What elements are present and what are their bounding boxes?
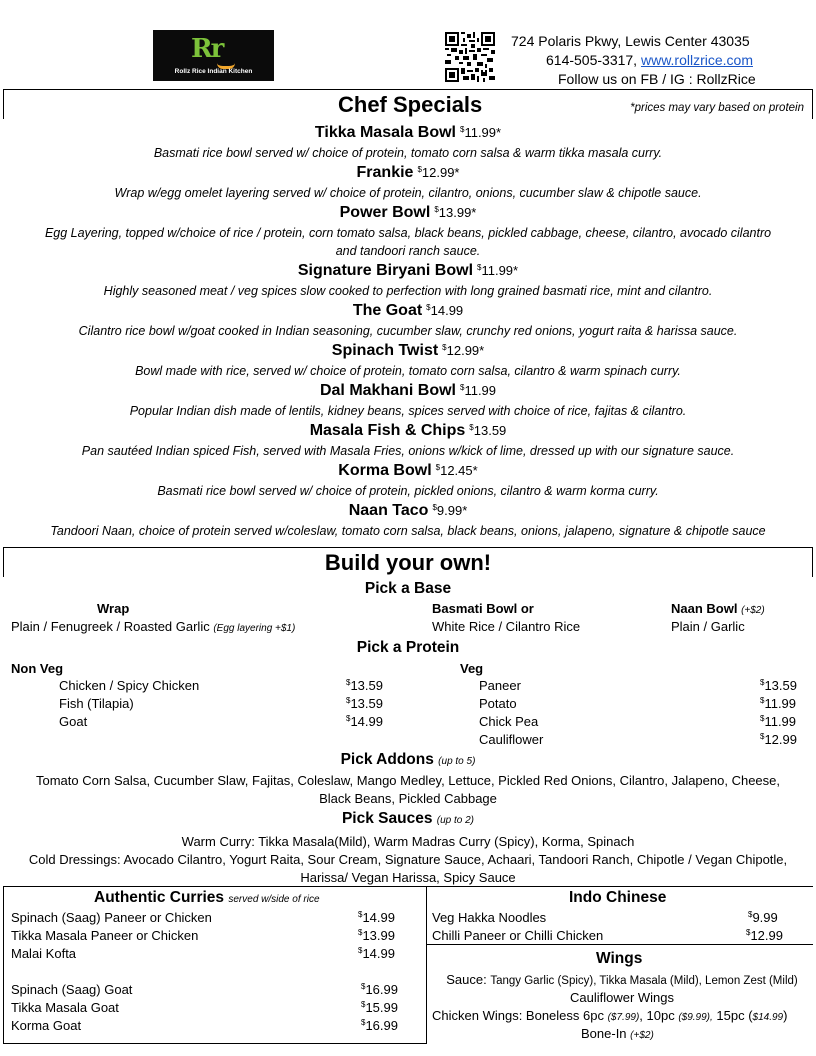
special-item-header — [0, 462, 816, 480]
special-item-header — [0, 164, 816, 182]
currency-symbol: $ — [432, 503, 437, 512]
special-item-price: $12.45* — [435, 463, 478, 478]
currency-symbol: $ — [426, 303, 431, 312]
wings-title: Wings — [596, 950, 643, 967]
special-item-description: Popular Indian dish made of lentils, kidney beans, spices served with choice of rice, fajitas & cilantro. — [129, 404, 687, 418]
build-your-own-title: Build your own! — [324, 550, 492, 575]
currency-symbol: $ — [442, 343, 447, 352]
divider — [3, 886, 4, 1044]
currency-symbol: $ — [460, 383, 465, 392]
divider — [3, 89, 813, 90]
divider — [3, 547, 813, 548]
naan-bowl-options: Plain / Garlic — [671, 619, 745, 634]
indo-item-name: Chilli Paneer or Chilli Chicken — [432, 928, 604, 943]
curry-item-name: Tikka Masala Paneer or Chicken — [11, 928, 199, 943]
curry-item-name: Tikka Masala Goat — [11, 1000, 119, 1015]
website-link[interactable]: www.rollzrice.com — [640, 52, 753, 68]
basmati-bowl-heading: Basmati Bowl or — [432, 601, 534, 616]
currency-symbol: $ — [358, 910, 363, 919]
special-item-description: Wrap w/egg omelet layering served w/ choice of protein, cilantro, onions, cucumber slaw & chipotle sauce. — [114, 186, 702, 200]
special-item-header — [0, 382, 816, 400]
protein-item-name: Fish (Tilapia) — [59, 696, 134, 711]
currency-symbol: $ — [361, 1018, 366, 1027]
special-item-header — [0, 262, 816, 280]
curry-item-name: Malai Kofta — [11, 946, 77, 961]
special-item-name: The Goat — [352, 302, 423, 319]
special-item-description: Basmati rice bowl served w/ choice of protein, pickled onions, cilantro & warm korma curry. — [157, 484, 659, 498]
bone-in-wings: Bone-In (+$2) — [581, 1026, 654, 1041]
protein-item-name: Paneer — [479, 678, 521, 693]
logo-mark: Rr — [191, 34, 223, 64]
sauces-cold-dressings-cont: Harissa/ Vegan Harissa, Spicy Sauce — [300, 870, 516, 885]
curry-item-name: Spinach (Saag) Paneer or Chicken — [11, 910, 212, 925]
protein-item-name: Cauliflower — [479, 732, 544, 747]
curry-item-price: $16.99 — [361, 982, 398, 997]
currency-symbol: $ — [346, 714, 351, 723]
special-item-description: Highly seasoned meat / veg spices slow cooked to perfection with long grained basmati rice, mint and cilantro. — [103, 284, 713, 298]
protein-item-name: Goat — [59, 714, 88, 729]
chicken-wings: Chicken Wings: Boneless 6pc ($7.99), 10pc ($9.99), 15pc ($14.99) — [432, 1008, 788, 1023]
special-item-name: Spinach Twist — [331, 342, 439, 359]
currency-symbol: $ — [460, 125, 465, 134]
pick-protein-title: Pick a Protein — [356, 639, 460, 656]
special-item-name: Naan Taco — [348, 502, 429, 519]
indo-item-price: $12.99 — [746, 928, 783, 943]
special-item-name: Korma Bowl — [338, 462, 432, 479]
contact-info — [505, 32, 790, 89]
special-item-name: Masala Fish & Chips — [309, 422, 466, 439]
address: 724 Polaris Pkwy, Lewis Center 43035 — [511, 33, 750, 49]
currency-symbol: $ — [417, 165, 422, 174]
currency-symbol: $ — [477, 263, 482, 272]
divider — [3, 886, 813, 887]
indo-item-name: Veg Hakka Noodles — [432, 910, 547, 925]
chef-specials-title: Chef Specials — [338, 92, 483, 117]
special-item-description: Egg Layering, topped w/choice of rice / protein, corn tomato salsa, black beans, pickled cabbage, cheese, cilantro, avocado cilantro — [44, 226, 772, 240]
logo-text: Rollz Rice Indian Kitchen — [174, 68, 253, 75]
special-item-description: Cilantro rice bowl w/goat cooked in Indian seasoning, cucumber slaw, crunchy red onions, yogurt raita & harissa sauce. — [78, 324, 738, 338]
special-item-name: Power Bowl — [339, 204, 431, 221]
special-item-name: Frankie — [356, 164, 414, 181]
divider — [3, 89, 4, 119]
curry-item-price: $15.99 — [361, 1000, 398, 1015]
special-item-header — [0, 422, 816, 440]
non-veg-heading: Non Veg — [11, 661, 64, 676]
special-item-header — [0, 502, 816, 520]
special-item-name: Dal Makhani Bowl — [319, 382, 456, 399]
phone-website — [505, 51, 790, 70]
currency-symbol: $ — [434, 205, 439, 214]
curry-item-name: Korma Goat — [11, 1018, 82, 1033]
currency-symbol: $ — [361, 1000, 366, 1009]
protein-item-price: $11.99 — [760, 714, 797, 729]
pick-base-title: Pick a Base — [364, 580, 452, 597]
sauces-warm-curry: Warm Curry: Tikka Masala(Mild), Warm Madras Curry (Spicy), Korma, Spinach — [181, 834, 635, 849]
special-item-price: $11.99 — [460, 383, 497, 398]
wrap-options: Plain / Fenugreek / Roasted Garlic (Egg layering +$1) — [11, 619, 296, 634]
currency-symbol: $ — [358, 946, 363, 955]
curry-item-price: $16.99 — [361, 1018, 398, 1033]
currency-symbol: $ — [760, 678, 765, 687]
addons-line: Black Beans, Pickled Cabbage — [319, 791, 497, 806]
special-item-header — [0, 124, 816, 142]
special-item-price: $9.99* — [432, 503, 468, 518]
special-item-description: Basmati rice bowl served w/ choice of protein, tomato corn salsa & warm tikka masala curry. — [153, 146, 663, 160]
protein-item-name: Chicken / Spicy Chicken — [59, 678, 200, 693]
sauces-cold-dressings: Cold Dressings: Avocado Cilantro, Yogurt Raita, Sour Cream, Signature Sauce, Achaari, Tandoori Ranch, Chipotle / Vegan Chipotle, — [28, 852, 788, 867]
wrap-heading: Wrap — [97, 601, 130, 616]
currency-symbol: $ — [358, 928, 363, 937]
special-item-description: and tandoori ranch sauce. — [335, 244, 481, 258]
curry-item-price: $14.99 — [358, 946, 395, 961]
special-item-price: $11.99* — [460, 125, 502, 140]
special-item-header — [0, 204, 816, 222]
special-item-price: $11.99* — [477, 263, 519, 278]
currency-symbol: $ — [746, 928, 751, 937]
currency-symbol: $ — [760, 732, 765, 741]
currency-symbol: $ — [361, 982, 366, 991]
currency-symbol: $ — [346, 696, 351, 705]
naan-bowl-heading: Naan Bowl (+$2) — [671, 601, 765, 616]
protein-item-price: $13.59 — [346, 678, 383, 693]
currency-symbol: $ — [760, 696, 765, 705]
protein-item-name: Chick Pea — [479, 714, 539, 729]
special-item-name: Tikka Masala Bowl — [314, 124, 456, 141]
special-item-name: Signature Biryani Bowl — [297, 262, 474, 279]
special-item-description: Pan sautéed Indian spiced Fish, served with Masala Fries, onions w/kick of lime, dressed up with our signature sauce. — [81, 444, 735, 458]
restaurant-logo — [153, 30, 274, 81]
cauliflower-wings: Cauliflower Wings — [569, 990, 675, 1005]
special-item-price: $13.59 — [469, 423, 507, 438]
protein-item-price: $12.99 — [760, 732, 797, 747]
currency-symbol: $ — [435, 463, 441, 472]
divider — [3, 1043, 427, 1044]
curry-item-name: Spinach (Saag) Goat — [11, 982, 133, 997]
currency-symbol: $ — [760, 714, 765, 723]
pick-addons-title: Pick Addons (up to 5) — [340, 751, 476, 768]
special-item-header — [0, 342, 816, 360]
authentic-curries-title: Authentic Curries served w/side of rice — [94, 889, 320, 906]
special-item-price: $13.99* — [434, 205, 477, 220]
divider — [427, 944, 813, 945]
pick-sauces-title: Pick Sauces (up to 2) — [341, 810, 475, 827]
indo-chinese-title: Indo Chinese — [569, 889, 667, 906]
special-item-header — [0, 302, 816, 320]
special-item-price: $14.99 — [426, 303, 464, 318]
protein-item-price: $11.99 — [760, 696, 797, 711]
curry-item-price: $14.99 — [358, 910, 395, 925]
menu-header — [0, 0, 816, 88]
wings-sauce: Sauce: Tangy Garlic (Spicy), Tikka Masala (Mild), Lemon Zest (Mild) — [446, 972, 798, 987]
special-item-price: $12.99* — [417, 165, 460, 180]
addons-line: Tomato Corn Salsa, Cucumber Slaw, Fajitas, Coleslaw, Mango Medley, Lettuce, Pickled Red Onions, Cilantro, Jalapeno, Cheese, — [35, 773, 780, 788]
social-handle: Follow us on FB / IG : RollzRice — [558, 71, 756, 87]
phone: 614-505-3317, — [546, 52, 641, 68]
protein-item-price: $14.99 — [346, 714, 383, 729]
curry-item-price: $13.99 — [358, 928, 395, 943]
qr-code-icon[interactable] — [445, 32, 495, 82]
basmati-bowl-options: White Rice / Cilantro Rice — [432, 619, 581, 634]
currency-symbol: $ — [748, 910, 753, 919]
special-item-description: Bowl made with rice, served w/ choice of protein, tomato corn salsa, cilantro & warm spinach curry. — [135, 364, 681, 378]
protein-item-price: $13.59 — [346, 696, 383, 711]
divider — [812, 89, 813, 119]
currency-symbol: $ — [346, 678, 351, 687]
special-item-description: Tandoori Naan, choice of protein served w/coleslaw, tomato corn salsa, black beans, onions, jalapeno, signature & chipotle sauce — [50, 524, 766, 538]
protein-item-price: $13.59 — [760, 678, 797, 693]
veg-heading: Veg — [460, 661, 484, 676]
divider — [426, 886, 427, 1044]
price-note: *prices may vary based on protein — [630, 102, 804, 114]
currency-symbol: $ — [469, 423, 474, 432]
protein-item-name: Potato — [479, 696, 517, 711]
indo-item-price: $9.99 — [748, 910, 778, 925]
special-item-price: $12.99* — [442, 343, 485, 358]
